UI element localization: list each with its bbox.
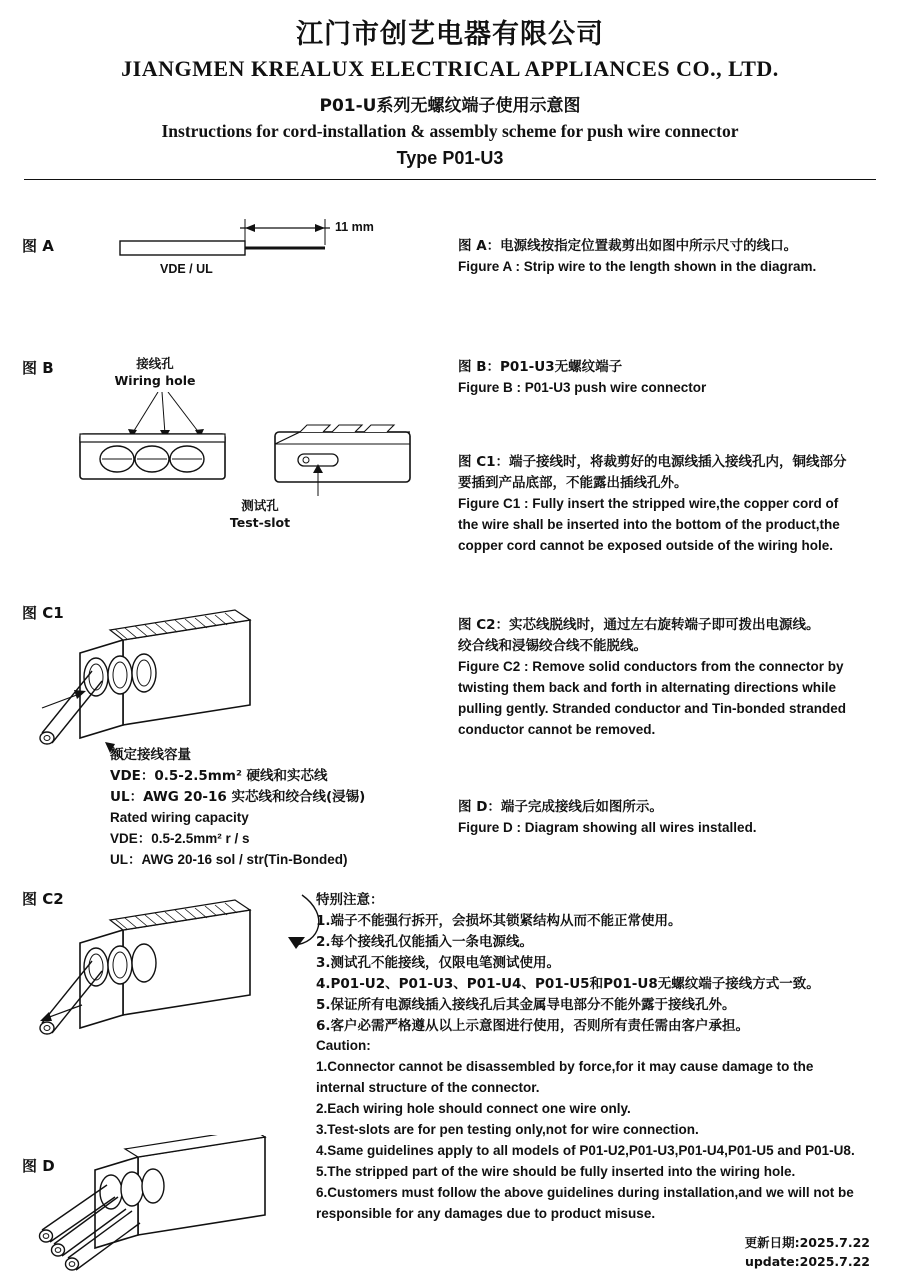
caution-cn-item-3: 3.测试孔不能接线，仅限电笔测试使用。 bbox=[316, 954, 561, 971]
caution-cn-item-4: 4.P01-U2、P01-U3、P01-U4、P01-U5和P01-U8无螺纹端子接线方式一致。 bbox=[316, 975, 820, 992]
note-figure-b bbox=[458, 357, 878, 399]
note-a-cn: 图 A：电源线按指定位置裁剪出如图中所示尺寸的线口。 bbox=[458, 238, 798, 254]
note-c1-cn-2: 要插到产品底部，不能露出插线孔外。 bbox=[458, 474, 688, 491]
note-figure-a bbox=[458, 236, 878, 278]
note-figure-d bbox=[458, 797, 888, 839]
note-c2-en-3: pulling gently. Stranded conductor and Tin-bonded stranded bbox=[458, 700, 846, 716]
caution-title-cn: 特别注意： bbox=[316, 892, 384, 908]
connector-removing-wire-drawing bbox=[20, 885, 320, 1065]
document-subtitle-en: Instructions for cord-installation & assembly scheme for push wire connector bbox=[161, 120, 739, 141]
figure-b-diagram bbox=[60, 392, 440, 502]
note-c2-en-1: Figure C2 : Remove solid conductors from the connector by bbox=[458, 658, 844, 674]
caution-en-item-4: 4.Same guidelines apply to all models of P01-U2,P01-U3,P01-U4,P01-U5 and P01-U8. bbox=[316, 1143, 855, 1159]
rated-capacity-block bbox=[110, 745, 440, 871]
capacity-title-en: Rated wiring capacity bbox=[110, 809, 249, 825]
note-c2-cn-2: 绞合线和浸锡绞合线不能脱线。 bbox=[458, 637, 647, 654]
caution-en-item-5: 5.The stripped part of the wire should be fully inserted into the wiring hole. bbox=[316, 1163, 796, 1179]
test-slot-en: Test-slot bbox=[229, 514, 291, 530]
company-name-en: JIANGMEN KREALUX ELECTRICAL APPLIANCES CO., LTD. bbox=[121, 55, 779, 81]
footer-update bbox=[745, 1234, 870, 1272]
company-name-cn: 江门市创艺电器有限公司 bbox=[296, 19, 604, 50]
connector-front-and-side-drawing bbox=[60, 392, 440, 502]
note-d-en: Figure D : Diagram showing all wires installed. bbox=[458, 819, 757, 835]
caution-en-item-1b: internal structure of the connector. bbox=[316, 1080, 540, 1096]
figure-d-label: 图 D bbox=[22, 1157, 55, 1175]
caution-en-item-1a: 1.Connector cannot be disassembled by force,for it may cause damage to the bbox=[316, 1059, 814, 1075]
figure-c1-label: 图 C1 bbox=[22, 604, 64, 622]
test-slot-cn: 测试孔 bbox=[241, 498, 279, 513]
caution-en-item-2: 2.Each wiring hole should connect one wire only. bbox=[316, 1101, 631, 1117]
note-a-en: Figure A : Strip wire to the length shown in the diagram. bbox=[458, 258, 817, 274]
caution-en-item-6b: responsible for any damages due to product misuse. bbox=[316, 1205, 656, 1221]
caution-cn-item-2: 2.每个接线孔仅能插入一条电源线。 bbox=[316, 933, 534, 950]
capacity-vde-en: VDE：0.5-2.5mm² r / s bbox=[110, 830, 250, 846]
caution-title-en: Caution: bbox=[316, 1038, 371, 1054]
figure-d-diagram bbox=[20, 1135, 320, 1275]
figure-a-diagram bbox=[110, 215, 410, 295]
note-b-en: Figure B : P01-U3 push wire connector bbox=[458, 379, 707, 395]
caution-block bbox=[316, 890, 896, 1225]
test-slot-label bbox=[205, 498, 315, 532]
capacity-ul-en: UL：AWG 20-16 sol / str(Tin-Bonded) bbox=[110, 851, 348, 867]
caution-cn-item-5: 5.保证所有电源线插入接线孔后其金属导电部分不能外露于接线孔外。 bbox=[316, 996, 736, 1013]
wiring-hole-label bbox=[100, 356, 210, 390]
document-subtitle-cn: P01-U系列无螺纹端子使用示意图 bbox=[319, 95, 581, 116]
wiring-hole-en: Wiring hole bbox=[114, 372, 196, 388]
update-date-en: update:2025.7.22 bbox=[744, 1253, 870, 1269]
note-c2-cn-1: 图 C2：实芯线脱线时，通过左右旋转端子即可拨出电源线。 bbox=[458, 617, 820, 633]
standard-label: VDE / UL bbox=[160, 262, 213, 276]
figure-c2-label: 图 C2 bbox=[22, 890, 64, 908]
figure-c2-diagram bbox=[20, 885, 320, 1065]
note-c1-en-2: the wire shall be inserted into the bottom of the product,the bbox=[458, 516, 840, 532]
update-date-cn: 更新日期:2025.7.22 bbox=[744, 1235, 870, 1250]
note-figure-c1 bbox=[458, 452, 888, 557]
note-c1-cn-1: 图 C1：端子接线时，将裁剪好的电源线插入接线孔内，铜线部分 bbox=[458, 454, 847, 470]
capacity-vde-cn: VDE：0.5-2.5mm² 硬线和实芯线 bbox=[110, 767, 328, 784]
capacity-title-cn: 额定接线容量 bbox=[110, 747, 191, 763]
capacity-ul-cn: UL：AWG 20-16 实芯线和绞合线(浸锡) bbox=[110, 788, 366, 805]
caution-en-item-6a: 6.Customers must follow the above guidelines during installation,and we will not be bbox=[316, 1184, 854, 1200]
caution-en-item-3: 3.Test-slots are for pen testing only,not for wire connection. bbox=[316, 1122, 699, 1138]
header-divider bbox=[24, 179, 876, 180]
dimension-label: 11 mm bbox=[335, 220, 374, 234]
connector-all-wires-installed-drawing bbox=[20, 1135, 320, 1275]
note-b-cn: 图 B：P01-U3无螺纹端子 bbox=[458, 359, 623, 375]
figure-b-label: 图 B bbox=[22, 359, 54, 377]
note-figure-c2 bbox=[458, 615, 893, 741]
document-header bbox=[0, 0, 900, 169]
caution-cn-item-1: 1.端子不能强行拆开，会损坏其锁紧结构从而不能正常使用。 bbox=[316, 912, 682, 929]
note-c1-en-3: copper cord cannot be exposed outside of the wiring hole. bbox=[458, 537, 834, 553]
wiring-hole-cn: 接线孔 bbox=[136, 356, 174, 371]
note-c1-en-1: Figure C1 : Fully insert the stripped wire,the copper cord of bbox=[458, 495, 839, 511]
product-type: Type P01-U3 bbox=[396, 147, 504, 168]
figure-a-label: 图 A bbox=[22, 237, 54, 255]
caution-cn-item-6: 6.客户必需严格遵从以上示意图进行使用，否则所有责任需由客户承担。 bbox=[316, 1017, 750, 1034]
note-d-cn: 图 D：端子完成接线后如图所示。 bbox=[458, 799, 663, 815]
note-c2-en-4: conductor cannot be removed. bbox=[458, 721, 656, 737]
note-c2-en-2: twisting them back and forth in alternating directions while bbox=[458, 679, 837, 695]
